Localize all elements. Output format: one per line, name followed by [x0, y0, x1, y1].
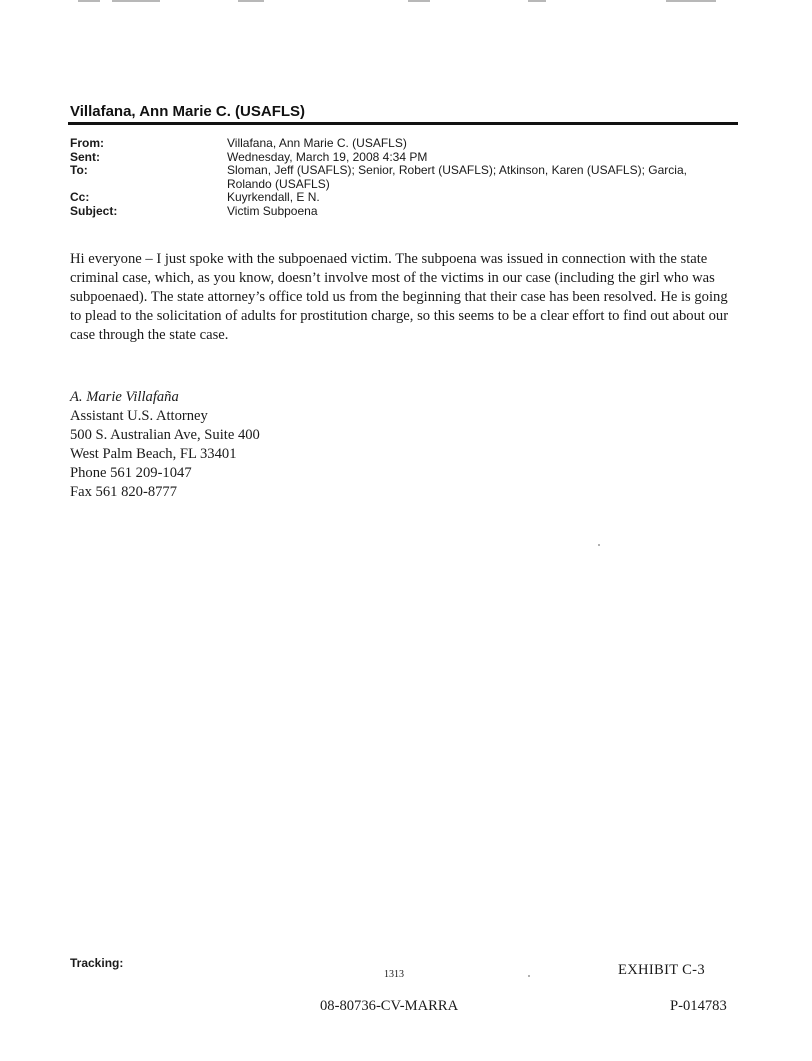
scan-artifact [238, 0, 264, 2]
to-label: To: [70, 163, 88, 177]
cc-row [70, 191, 740, 205]
email-header-block [70, 137, 740, 218]
scan-speck [528, 975, 530, 977]
signature-address-line2: West Palm Beach, FL 33401 [70, 446, 237, 462]
signature-address-line1: 500 S. Australian Ave, Suite 400 [70, 427, 260, 443]
from-value: Villafana, Ann Marie C. (USAFLS) [227, 136, 407, 150]
sent-row [70, 151, 740, 165]
email-body: Hi everyone – I just spoke with the subpoenaed victim. The subpoena was issued in connection with the state criminal case, which, as you know, doesn’t involve most of the victims in our case (including the girl who was subpoenaed). The state attorney’s office told us from the beginning that their case has been resolved. He is going to plead to the solicitation of adults for prostitution charge, so this seems to be a clear effort to find out about our case through the state case. [70, 251, 729, 343]
scan-artifact [112, 0, 160, 2]
title-divider [68, 122, 738, 125]
subject-row [70, 205, 740, 219]
scan-artifact [666, 0, 716, 2]
page-number: 1313 [384, 969, 404, 980]
sent-label: Sent: [70, 149, 100, 164]
subject-value: Victim Subpoena [227, 203, 318, 218]
to-value: Sloman, Jeff (USAFLS); Senior, Robert (USAFLS); Atkinson, Karen (USAFLS); Garcia, Rolando (USAFLS) [227, 163, 687, 191]
signature-fax: Fax 561 820-8777 [70, 484, 178, 500]
signature-name: A. Marie Villafaña [70, 389, 179, 405]
scan-artifact [528, 0, 546, 2]
scan-speck [598, 544, 600, 546]
subject-label: Subject: [70, 203, 118, 218]
scan-artifact [408, 0, 430, 2]
signature-title: Assistant U.S. Attorney [70, 408, 208, 424]
cc-label: Cc: [70, 190, 90, 204]
from-label: From: [70, 136, 104, 150]
cc-value: Kuyrkendall, E N. [227, 190, 320, 204]
bates-number: P-014783 [670, 998, 727, 1014]
tracking-label: Tracking: [70, 956, 124, 970]
exhibit-label: EXHIBIT C-3 [618, 962, 705, 978]
case-number: 08-80736-CV-MARRA [320, 998, 459, 1014]
scan-artifact [78, 0, 100, 2]
from-row [70, 137, 740, 151]
to-row [70, 164, 740, 191]
email-sender-title: Villafana, Ann Marie C. (USAFLS) [70, 103, 306, 120]
signature-block [70, 388, 260, 502]
sent-value: Wednesday, March 19, 2008 4:34 PM [227, 149, 428, 164]
signature-phone: Phone 561 209-1047 [70, 465, 192, 481]
